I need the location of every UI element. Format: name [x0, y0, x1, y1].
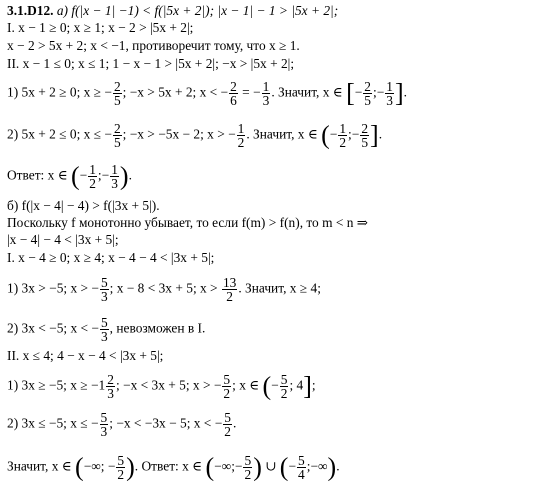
part-b-case2-sub1: 1) 3x ≥ −5; x ≥ −1 $\frac{2}{3}$ ; −x < 3x + 5; x > − $\frac{5}{2}$ ; x ∈ (− $\frac{5}{2}$ ; 4]; — [7, 371, 316, 401]
fraction: $\frac{2}{5}$ — [113, 121, 121, 150]
part-b-line1: б) f(|x − 4| − 4) > f(|3x + 5|). — [7, 198, 160, 213]
answer-a: Ответ: x ∈ (− $\frac{1}{2}$ ;− $\frac{1}{3}$ ). — [7, 161, 132, 191]
case1-line2: x − 2 > 5x + 2; x < −1, противоречит тому, что x ≥ 1. — [7, 38, 300, 53]
case1-line1: I. x − 1 ≥ 0; x ≥ 1; x − 2 > |5x + 2|; — [7, 20, 194, 35]
final-answer: Значит, x ∈ (−∞; − $\frac{5}{2}$ ). Ответ: x ∈ (−∞;− $\frac{5}{2}$ ) ∪ (− $\frac{5}{4}$ ;−∞). — [7, 452, 340, 482]
case2-sub1: 1) 5x + 2 ≥ 0; x ≥ − $\frac{2}{5}$ ; −x > 5x + 2; x < − $\frac{2}{6}$ = − $\frac{1}{3}$ . Значит, x ∈ [− $\frac{2}{5}$ ;− $\frac{1}{3}$ ]. — [7, 78, 408, 108]
fraction: $\frac{1}{3}$ — [386, 79, 393, 108]
fraction: $\frac{1}{2}$ — [237, 121, 245, 150]
fraction: $\frac{5}{3}$ — [100, 410, 108, 439]
fraction: $\frac{5}{2}$ — [117, 453, 125, 482]
fraction: $\frac{1}{2}$ — [89, 162, 96, 191]
part-b-line2: Поскольку f монотонно убывает, то если f(m) > f(n), то m < n ⇒ — [7, 215, 369, 230]
case2-sub2: 2) 5x + 2 ≤ 0; x ≤ − $\frac{2}{5}$ ; −x > −5x − 2; x > − $\frac{1}{2}$ . Значит, x ∈ (− $\frac{1}{2}$ ;− $\frac{2}{5}$ ]. — [7, 120, 383, 150]
fraction: $\frac{5}{3}$ — [100, 275, 108, 304]
part-b-case2-sub2: 2) 3x ≤ −5; x ≤ − $\frac{5}{3}$ ; −x < −3x − 5; x < − $\frac{5}{2}$ . — [7, 410, 237, 439]
part-a-condition: а) f(|x − 1| −1) < f(|5x + 2|); |x − 1| − 1 > |5x + 2|; — [56, 3, 339, 18]
part-a-header — [7, 3, 338, 19]
fraction: $\frac{1}{2}$ — [339, 121, 347, 150]
fraction: $\frac{5}{2}$ — [280, 372, 288, 401]
fraction: $\frac{5}{3}$ — [100, 315, 108, 344]
fraction: $\frac{2}{5}$ — [113, 79, 121, 108]
fraction: $\frac{2}{5}$ — [364, 79, 371, 108]
part-b-case1-sub2: 2) 3x < −5; x < − $\frac{5}{3}$ , невозможен в I. — [7, 315, 206, 344]
fraction: $\frac{5}{2}$ — [223, 372, 231, 401]
fraction: $\frac{1}{3}$ — [262, 79, 270, 108]
part-b-line4: I. x − 4 ≥ 0; x ≥ 4; x − 4 − 4 < |3x + 5|; — [7, 250, 215, 265]
fraction: $\frac{2}{3}$ — [107, 372, 114, 401]
fraction: $\frac{2}{6}$ — [230, 79, 237, 108]
case2-line1: II. x − 1 ≤ 0; x ≤ 1; 1 − x − 1 > |5x + 2|; −x > |5x + 2|; — [7, 56, 295, 71]
part-b-line3: |x − 4| − 4 < |3x + 5|; — [7, 232, 119, 247]
fraction: $\frac{13}{2}$ — [222, 275, 237, 304]
part-b-case1-sub1: 1) 3x > −5; x > − $\frac{5}{3}$ ; x − 8 < 3x + 5; x > $\frac{13}{2}$ . Значит, x ≥ 4; — [7, 275, 321, 304]
fraction: $\frac{5}{4}$ — [298, 453, 305, 482]
fraction: $\frac{5}{2}$ — [244, 453, 252, 482]
fraction: $\frac{1}{3}$ — [111, 162, 118, 191]
fraction: $\frac{5}{2}$ — [224, 410, 231, 439]
fraction: $\frac{2}{5}$ — [361, 121, 369, 150]
part-b-line7: II. x ≤ 4; 4 − x − 4 < |3x + 5|; — [7, 348, 164, 363]
problem-number: 3.1.D12. — [7, 3, 54, 18]
